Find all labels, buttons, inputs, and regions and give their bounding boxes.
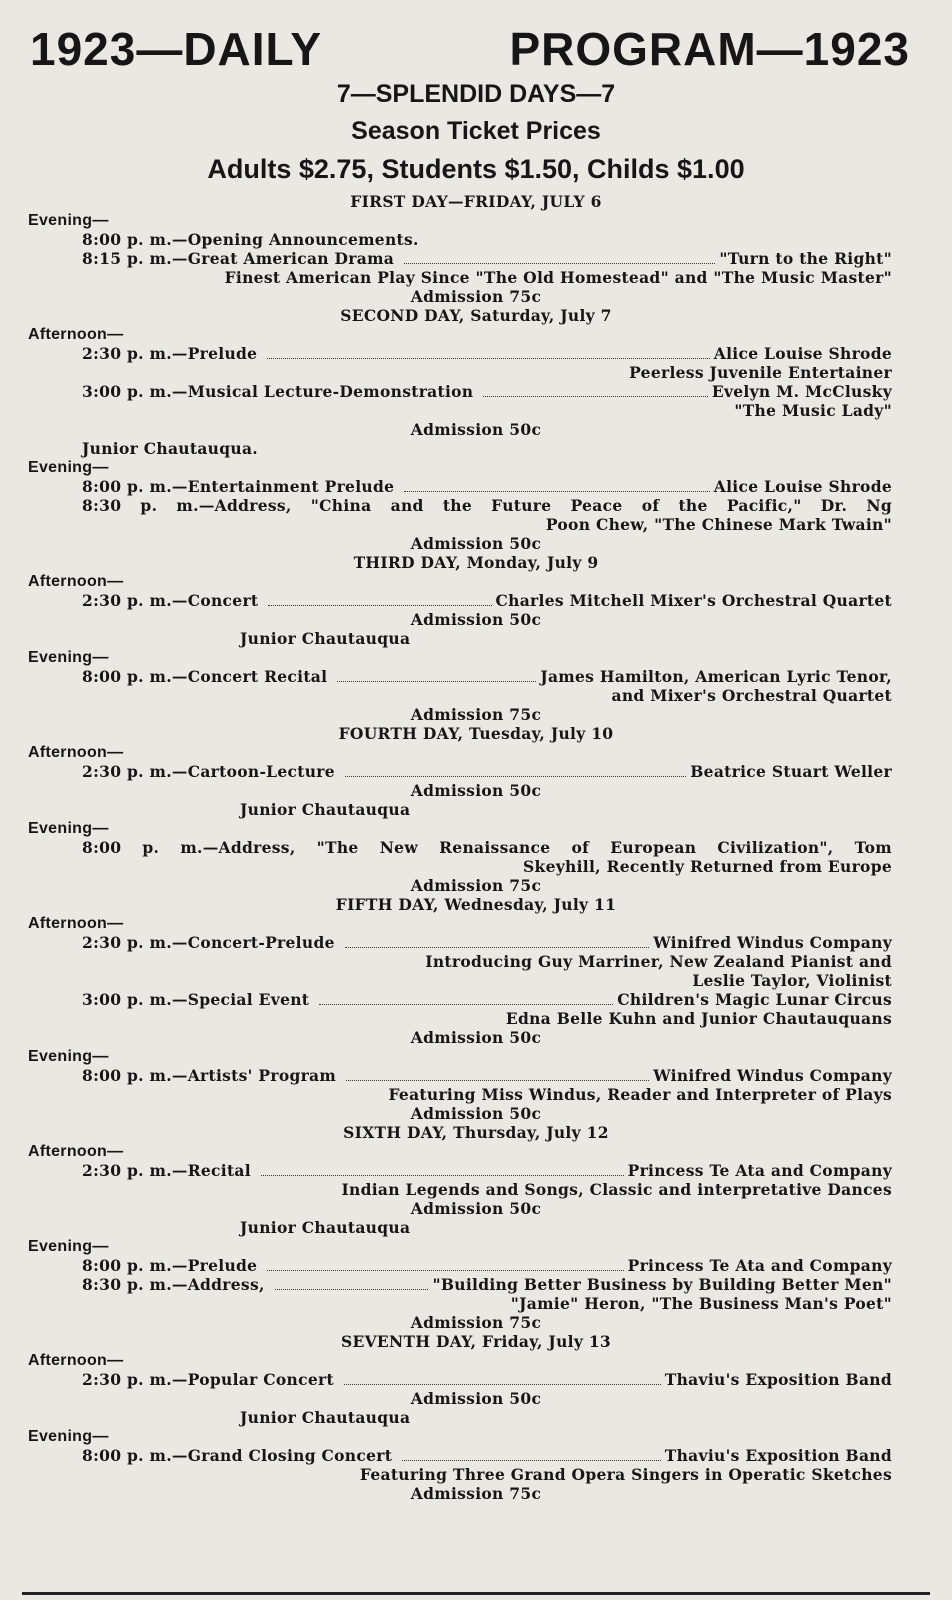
dot-leader — [267, 1270, 623, 1271]
performer: Charles Mitchell Mixer's Orchestral Quartet — [495, 591, 892, 610]
period-label: Afternoon— — [28, 326, 124, 343]
event-line: 8:30 p. m.—Address, "China and the Future Peace of the Pacific," Dr. Ng — [82, 496, 892, 515]
junior-chautauqua: Junior Chautauqua — [240, 1218, 411, 1237]
dot-leader — [345, 947, 649, 948]
performer: Thaviu's Exposition Band — [664, 1370, 892, 1389]
event-note: Edna Belle Kuhn and Junior Chautauquans — [505, 1009, 892, 1028]
dot-leader — [404, 263, 715, 264]
event-note: "The Music Lady" — [734, 401, 892, 420]
dot-leader — [483, 396, 707, 397]
bottom-rule — [22, 1592, 930, 1595]
dot-leader — [261, 1175, 624, 1176]
event-name: 3:00 p. m.—Musical Lecture-Demonstration — [82, 382, 474, 401]
day-heading: FIFTH DAY, Wednesday, July 11 — [335, 895, 617, 914]
performer: Winifred Windus Company — [653, 1066, 892, 1085]
dot-leader — [267, 358, 709, 359]
event-note: Finest American Play Since "The Old Homestead" and "The Music Master" — [224, 268, 892, 287]
performer: "Turn to the Right" — [719, 249, 892, 268]
event-row — [0, 344, 952, 363]
admission: Admission 75c — [410, 1484, 542, 1503]
event-name: 2:30 p. m.—Cartoon-Lecture — [82, 762, 335, 781]
admission: Admission 50c — [410, 1199, 542, 1218]
day-heading: SECOND DAY, Saturday, July 7 — [340, 306, 612, 325]
period-label: Afternoon— — [28, 915, 124, 932]
event-row — [0, 990, 952, 1009]
event-name: 8:00 p. m.—Grand Closing Concert — [82, 1446, 393, 1465]
performer: Evelyn M. McClusky — [711, 382, 892, 401]
admission: Admission 75c — [410, 876, 542, 895]
event-line: 8:00 p. m.—Opening Announcements. — [82, 230, 419, 249]
event-name: 8:00 p. m.—Artists' Program — [82, 1066, 337, 1085]
performer: Beatrice Stuart Weller — [690, 762, 892, 781]
period-label: Evening— — [28, 649, 109, 666]
program-schedule — [0, 192, 952, 1503]
performer: James Hamilton, American Lyric Tenor, — [540, 667, 892, 686]
event-row — [0, 1161, 952, 1180]
day-heading: FIRST DAY—FRIDAY, JULY 6 — [350, 192, 602, 211]
event-row — [0, 667, 952, 686]
event-row — [0, 591, 952, 610]
event-name: 2:30 p. m.—Concert — [82, 591, 259, 610]
admission: Admission 75c — [410, 1313, 542, 1332]
event-name: 2:30 p. m.—Prelude — [82, 344, 258, 363]
dot-leader — [268, 605, 491, 606]
performer: Princess Te Ata and Company — [627, 1161, 892, 1180]
event-row — [0, 382, 952, 401]
admission: Admission 50c — [410, 781, 542, 800]
period-label: Evening— — [28, 820, 109, 837]
event-name: 2:30 p. m.—Recital — [82, 1161, 251, 1180]
junior-chautauqua: Junior Chautauqua — [240, 629, 411, 648]
performer: Princess Te Ata and Company — [627, 1256, 892, 1275]
dot-leader — [337, 681, 536, 682]
performer: Winifred Windus Company — [653, 933, 892, 952]
admission: Admission 50c — [410, 1028, 542, 1047]
event-name: 2:30 p. m.—Popular Concert — [82, 1370, 334, 1389]
event-name: 8:00 p. m.—Prelude — [82, 1256, 258, 1275]
event-name: 8:30 p. m.—Address, — [82, 1275, 265, 1294]
dot-leader — [275, 1289, 429, 1290]
period-label: Evening— — [28, 1048, 109, 1065]
event-row — [0, 477, 952, 496]
performer: Thaviu's Exposition Band — [664, 1446, 892, 1465]
event-note: Featuring Three Grand Opera Singers in Operatic Sketches — [359, 1465, 892, 1484]
performer: Children's Magic Lunar Circus — [617, 990, 892, 1009]
admission: Admission 50c — [410, 610, 542, 629]
event-row — [0, 1370, 952, 1389]
event-name: 8:00 p. m.—Concert Recital — [82, 667, 328, 686]
event-note: Introducing Guy Marriner, New Zealand Pianist and — [425, 952, 892, 971]
event-note: Featuring Miss Windus, Reader and Interpreter of Plays — [388, 1085, 892, 1104]
page-title — [30, 22, 910, 76]
title-right: PROGRAM—1923 — [509, 23, 910, 75]
period-label: Evening— — [28, 1428, 109, 1445]
period-label: Afternoon— — [28, 573, 124, 590]
junior-chautauqua: Junior Chautauqua — [240, 800, 411, 819]
event-note: and Mixer's Orchestral Quartet — [611, 686, 892, 705]
period-label: Evening— — [28, 1238, 109, 1255]
event-note: Poon Chew, "The Chinese Mark Twain" — [545, 515, 892, 534]
event-line: 8:00 p. m.—Address, "The New Renaissance of European Civilization", Tom — [82, 838, 892, 857]
period-label: Afternoon— — [28, 744, 124, 761]
event-row — [0, 1256, 952, 1275]
day-heading: THIRD DAY, Monday, July 9 — [353, 553, 599, 572]
junior-chautauqua: Junior Chautauqua. — [82, 439, 258, 458]
dot-leader — [344, 1384, 661, 1385]
admission: Admission 50c — [410, 1389, 542, 1408]
admission: Admission 50c — [410, 420, 542, 439]
event-name: 8:00 p. m.—Entertainment Prelude — [82, 477, 395, 496]
dot-leader — [402, 1460, 661, 1461]
event-note: Peerless Juvenile Entertainer — [629, 363, 892, 382]
day-heading: FOURTH DAY, Tuesday, July 10 — [338, 724, 614, 743]
event-row — [0, 933, 952, 952]
dot-leader — [404, 491, 709, 492]
admission: Admission 50c — [410, 1104, 542, 1123]
dot-leader — [319, 1004, 613, 1005]
prices-heading: Season Ticket Prices — [351, 117, 601, 145]
event-note: Leslie Taylor, Violinist — [692, 971, 892, 990]
period-label: Afternoon— — [28, 1352, 124, 1369]
event-note: Indian Legends and Songs, Classic and interpretative Dances — [341, 1180, 892, 1199]
event-name: 2:30 p. m.—Concert-Prelude — [82, 933, 335, 952]
period-label: Evening— — [28, 459, 109, 476]
event-row — [0, 1275, 952, 1294]
admission: Admission 75c — [410, 287, 542, 306]
period-label: Afternoon— — [28, 1143, 124, 1160]
admission: Admission 75c — [410, 705, 542, 724]
event-note: Skeyhill, Recently Returned from Europe — [523, 857, 892, 876]
event-note: "Jamie" Heron, "The Business Man's Poet" — [510, 1294, 892, 1313]
event-row — [0, 1066, 952, 1085]
event-row — [0, 762, 952, 781]
event-name: 3:00 p. m.—Special Event — [82, 990, 310, 1009]
day-heading: SEVENTH DAY, Friday, July 13 — [341, 1332, 611, 1351]
admission: Admission 50c — [410, 534, 542, 553]
performer: "Building Better Business by Building Better Men" — [432, 1275, 892, 1294]
event-name: 8:15 p. m.—Great American Drama — [82, 249, 395, 268]
junior-chautauqua: Junior Chautauqua — [240, 1408, 411, 1427]
period-label: Evening— — [28, 212, 109, 229]
dot-leader — [346, 1080, 649, 1081]
event-row — [0, 249, 952, 268]
day-heading: SIXTH DAY, Thursday, July 12 — [343, 1123, 609, 1142]
performer: Alice Louise Shrode — [713, 344, 892, 363]
subtitle: 7—SPLENDID DAYS—7 — [336, 80, 616, 108]
dot-leader — [345, 776, 686, 777]
ticket-prices: Adults $2.75, Students $1.50, Childs $1.00 — [207, 154, 745, 184]
title-left: 1923—DAILY — [30, 23, 323, 75]
event-row — [0, 1446, 952, 1465]
performer: Alice Louise Shrode — [713, 477, 892, 496]
